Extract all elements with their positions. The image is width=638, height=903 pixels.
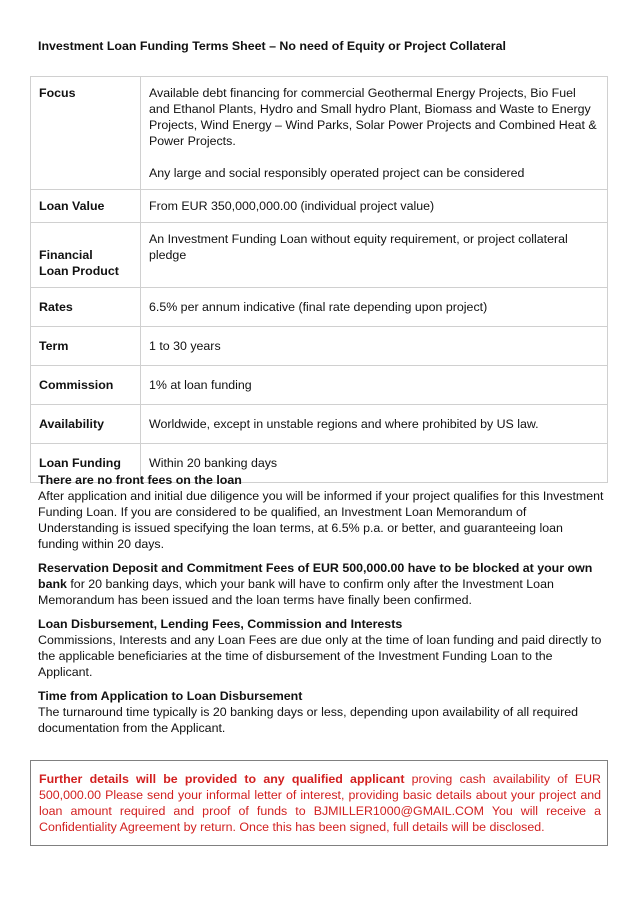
focus-line: Any large and social responsibly operated project can be considered [149,166,525,180]
table-row [31,405,608,444]
row-label: Focus [31,77,141,190]
section-body: for 20 banking days, which your bank will have to confirm only after the Investment Loan Memorandum has been issued and the loan terms have finally been confirmed. [38,577,554,607]
row-value: 1% at loan funding [141,366,608,405]
table-row [31,288,608,327]
row-value [141,77,608,190]
row-value: 6.5% per annum indicative (final rate depending upon project) [141,288,608,327]
row-value: From EUR 350,000,000.00 (individual project value) [141,190,608,223]
section-heading: Loan Disbursement, Lending Fees, Commission and Interests [38,617,403,631]
table-row [31,190,608,223]
section-no-fees [38,472,604,552]
row-label: Loan Value [31,190,141,223]
table-row [31,223,608,288]
section-body: After application and initial due diligence you will be informed if your project qualifies for this Investment Funding Loan. If you are considered to be qualified, an Investment Loan Memorandum of Understanding is issued specifying the loan terms, at 6.5% p.a. or better, and guaranteeing loan funding within 20 days. [38,489,604,551]
section-reservation [38,560,604,608]
notice-text: proving cash availability of EUR 500,000.00 Please send your informal letter of interest, providing basic details about your project and loan amount required and proof of funds to BJMILLER1000@GMAIL.COM You will receive a Confidentiality Agreement by return. Once this has been signed, full details will be disclosed. [39,772,601,834]
row-value: 1 to 30 years [141,327,608,366]
body-text [38,472,604,744]
section-heading: Reservation Deposit and Commitment Fees of EUR 500,000.00 have to be blocked at your own bank [38,561,593,591]
row-label-line: Financial [39,248,93,262]
row-value: Worldwide, except in unstable regions and where prohibited by US law. [141,405,608,444]
row-label-line: Loan Product [39,264,119,278]
section-turnaround [38,688,604,736]
table-row [31,77,608,190]
row-label: Availability [31,405,141,444]
page-title: Investment Loan Funding Terms Sheet – No need of Equity or Project Collateral [38,39,506,53]
focus-line: Available debt financing for commercial Geothermal Energy Projects, Bio Fuel and Ethanol Plants, Hydro and Small hydro Plant, Biomass and Waste to Energy Projects, Wind Energy – Wind Parks, Solar Power Projects and Combined Heat & Power Projects. [149,86,597,148]
row-value: An Investment Funding Loan without equity requirement, or project collateral pledge [141,223,608,288]
row-label [31,223,141,288]
row-label: Loan Funding [31,444,141,483]
row-label: Term [31,327,141,366]
notice-bold: Further details will be provided to any qualified applicant [39,772,405,786]
row-label: Rates [31,288,141,327]
row-value: Within 20 banking days [141,444,608,483]
terms-table [30,76,608,483]
section-heading: Time from Application to Loan Disbursement [38,689,303,703]
row-label: Commission [31,366,141,405]
section-body: The turnaround time typically is 20 banking days or less, depending upon availability of all required documentation from the Applicant. [38,705,578,735]
section-disbursement [38,616,604,680]
table-row [31,366,608,405]
section-heading: There are no front fees on the loan [38,473,242,487]
section-body: Commissions, Interests and any Loan Fees are due only at the time of loan funding and paid directly to the applicable beneficiaries at the time of disbursement of the Investment Funding Loan to the Applicant. [38,633,602,679]
contact-notice [30,760,608,846]
table-row [31,327,608,366]
